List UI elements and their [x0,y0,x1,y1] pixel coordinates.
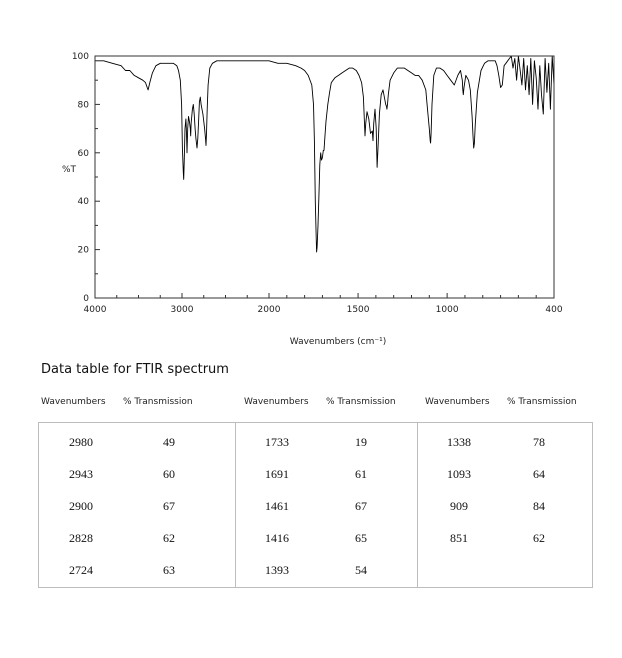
x-tick-label: 400 [545,305,563,315]
table-cell-wavenumber: 1691 [265,467,289,481]
table-cell-wavenumber: 1093 [447,467,471,481]
table-cell-transmission: 64 [533,467,545,481]
col-header-transmission-2: % Transmission [326,397,396,407]
table-cell-transmission: 19 [355,435,367,449]
y-tick-label: 40 [77,197,89,208]
table-cell-transmission: 62 [163,531,175,545]
table-cell-wavenumber: 909 [450,499,468,513]
table-divider [417,423,418,587]
table-cell-wavenumber: 1393 [265,563,289,577]
table-cell-wavenumber: 1338 [447,435,471,449]
table-cell-transmission: 54 [355,563,367,577]
y-axis [72,52,100,304]
table-cell-wavenumber: 1416 [265,531,289,545]
y-tick-label: 0 [83,294,89,304]
x-tick-label: 2000 [257,305,281,315]
table-cell-wavenumber: 2724 [69,563,93,577]
data-table [38,422,593,588]
table-cell-transmission: 61 [355,467,367,481]
x-axis-title: Wavenumbers (cm⁻¹) [289,337,387,347]
table-cell-transmission: 67 [163,499,175,513]
table-cell-transmission: 67 [355,499,367,513]
x-tick-label: 1000 [435,305,459,315]
table-cell-wavenumber: 2828 [69,531,93,545]
x-axis [84,293,563,315]
x-tick-label: 1500 [346,305,370,315]
table-cell-wavenumber: 1733 [265,435,289,449]
y-axis-title: %T [62,165,77,175]
table-cell-wavenumber: 1461 [265,499,289,513]
y-tick-label: 20 [77,245,89,256]
table-cell-wavenumber: 851 [450,531,468,545]
table-cell-transmission: 49 [163,435,175,449]
y-tick-label: 80 [77,100,89,111]
table-title: Data table for FTIR spectrum [41,362,229,377]
table-cell-transmission: 62 [533,531,545,545]
x-tick-label: 3000 [170,305,194,315]
table-cell-transmission: 78 [533,435,545,449]
col-header-wavenumbers-1: Wavenumbers [41,397,106,407]
col-header-wavenumbers-3: Wavenumbers [425,397,490,407]
table-cell-transmission: 65 [355,531,367,545]
x-tick-label: 4000 [83,305,107,315]
col-header-transmission-3: % Transmission [507,397,577,407]
y-tick-label: 60 [77,148,89,159]
table-cell-wavenumber: 2980 [69,435,93,449]
table-divider [235,423,236,587]
table-cell-wavenumber: 2900 [69,499,93,513]
table-cell-transmission: 63 [163,563,175,577]
col-header-wavenumbers-2: Wavenumbers [244,397,309,407]
table-cell-transmission: 84 [533,499,545,513]
plot-frame [95,56,554,298]
table-cell-transmission: 60 [163,467,175,481]
col-header-transmission-1: % Transmission [123,397,193,407]
table-cell-wavenumber: 2943 [69,467,93,481]
y-tick-label: 100 [71,52,89,62]
spectrum-series-line [95,56,554,252]
